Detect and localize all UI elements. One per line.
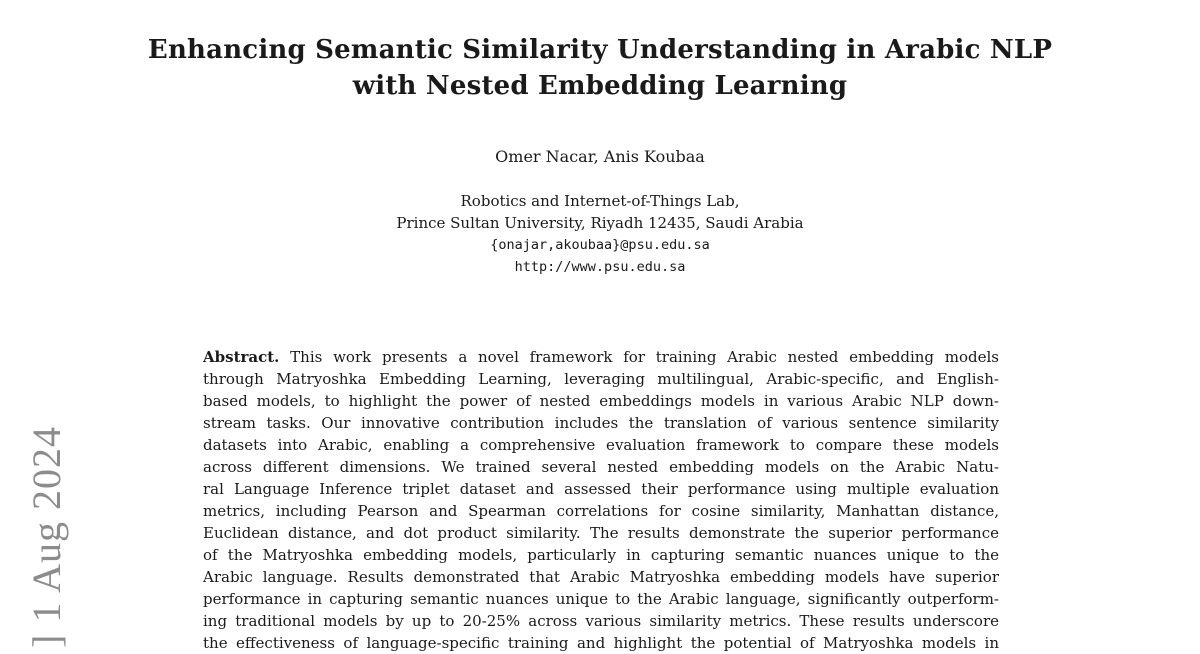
abstract-line: stream tasks. Our innovative contribution includes the translation of various sentence similarity [203, 414, 999, 432]
abstract-line: through Matryoshka Embedding Learning, leveraging multilingual, Arabic-specific, and English- [203, 370, 999, 388]
abstract-line: across different dimensions. We trained several nested embedding models on the Arabic Natu- [203, 458, 999, 476]
affiliation-block [0, 190, 1200, 278]
abstract-line: performance in capturing semantic nuances unique to the Arabic language, significantly outperform- [203, 590, 999, 608]
abstract-label: Abstract. [203, 348, 280, 366]
abstract-first-line-text: This work presents a novel framework for training Arabic nested embedding models [290, 348, 999, 366]
abstract-line [203, 346, 999, 368]
author-emails: {onajar,akoubaa}@psu.edu.sa [490, 237, 710, 253]
author-list: Omer Nacar, Anis Koubaa [495, 147, 705, 166]
abstract-line: based models, to highlight the power of nested embeddings models in various Arabic NLP down- [203, 392, 999, 410]
arxiv-side-stamp: ] 1 Aug 2024 [24, 426, 69, 648]
abstract-line: of the Matryoshka embedding models, particularly in capturing semantic nuances unique to the [203, 546, 999, 564]
abstract-line: metrics, including Pearson and Spearman correlations for cosine similarity, Manhattan distance, [203, 502, 999, 520]
abstract-line: ing traditional models by up to 20-25% across various similarity metrics. These results underscore [203, 612, 999, 630]
abstract-line: Arabic language. Results demonstrated that Arabic Matryoshka embedding models have superior [203, 568, 999, 586]
abstract [203, 346, 999, 654]
abstract-line: datasets into Arabic, enabling a comprehensive evaluation framework to compare these models [203, 436, 999, 454]
abstract-line: Euclidean distance, and dot product similarity. The results demonstrate the superior performance [203, 524, 999, 542]
title-line-1: Enhancing Semantic Similarity Understanding in Arabic NLP [147, 35, 1053, 65]
abstract-line: ral Language Inference triplet dataset and assessed their performance using multiple evaluation [203, 480, 999, 498]
title-line-2: with Nested Embedding Learning [352, 71, 848, 101]
abstract-line: the effectiveness of language-specific training and highlight the potential of Matryoshka models in [203, 634, 999, 652]
institution-url: http://www.psu.edu.sa [514, 259, 686, 275]
paper-title [0, 32, 1200, 104]
affiliation-line-2: Prince Sultan University, Riyadh 12435, Saudi Arabia [396, 214, 804, 232]
affiliation-line-1: Robotics and Internet-of-Things Lab, [460, 192, 740, 210]
